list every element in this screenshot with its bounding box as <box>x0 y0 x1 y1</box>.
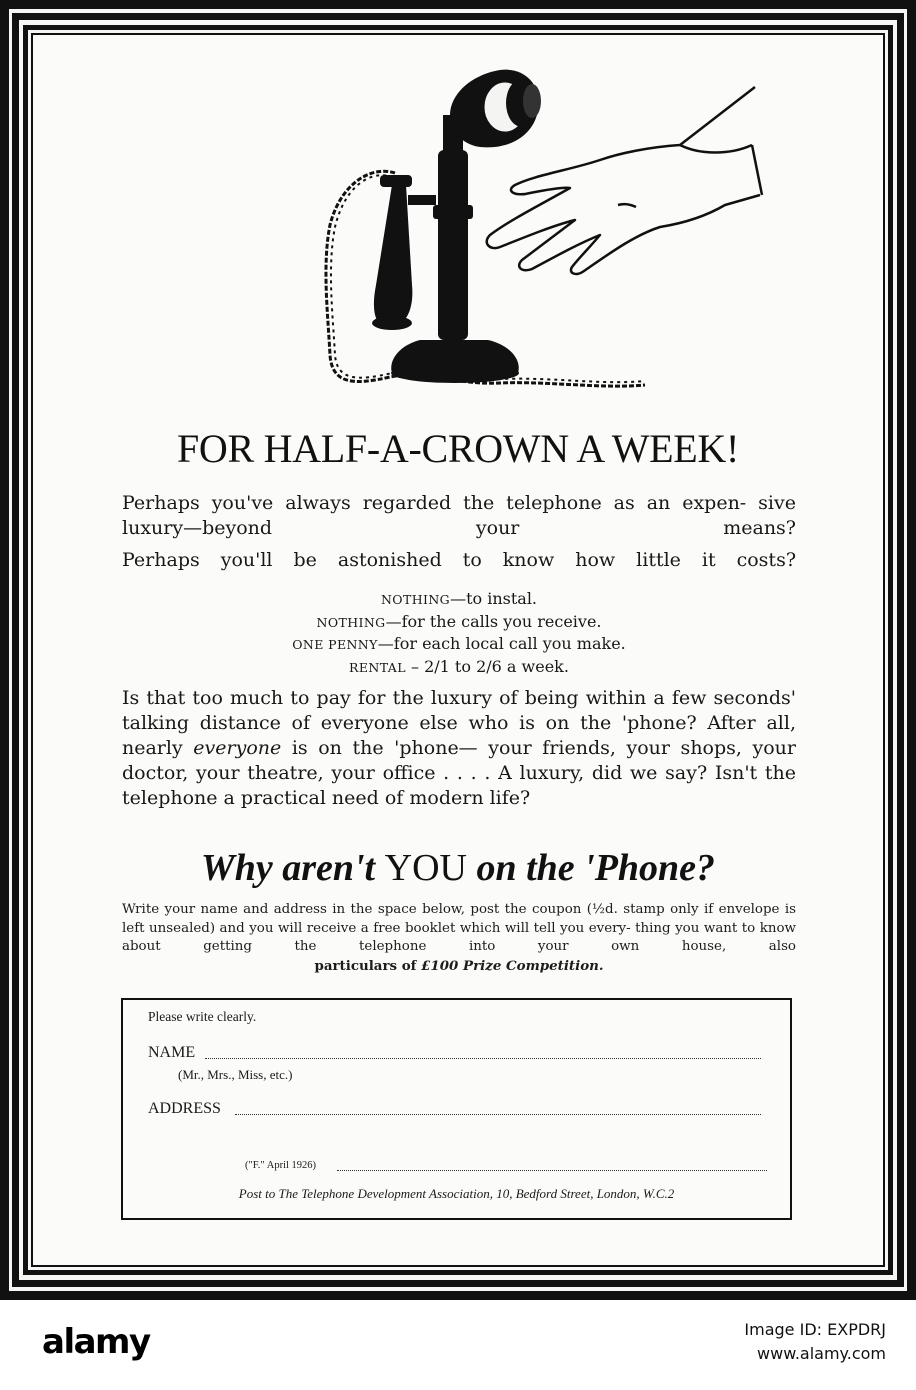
telephone-illustration <box>300 55 770 415</box>
address-label: ADDRESS <box>148 1100 221 1117</box>
call-to-action: Why aren't YOU on the 'Phone? <box>200 847 716 889</box>
cost-question: Perhaps you'll be astonished to know how little it costs? <box>122 549 796 571</box>
cost-line: ONE PENNY—for each local call you make. <box>292 634 626 653</box>
name-label: NAME <box>148 1044 196 1061</box>
cost-line: NOTHING—to instal. <box>380 589 538 608</box>
headline: FOR HALF-A-CROWN A WEEK! <box>176 426 740 471</box>
coupon-instructions: Write your name and address in the space below, post the coupon (½d. stamp only if envelope is left unsealed) and you will receive a free booklet which will tell you every- thing you want to know about getting the telephone into your own house, also <box>122 902 796 954</box>
stock-url: www.alamy.com <box>757 1344 886 1363</box>
coupon-form <box>121 998 792 1220</box>
stock-info <box>744 1318 886 1366</box>
stock-banner <box>0 1300 916 1390</box>
address-field-2[interactable] <box>337 1170 767 1171</box>
body-paragraph: Is that too much to pay for the luxury of being within a few seconds' talking distance of everyone else who is on the 'phone? After all, nearly everyone is on the 'phone— your friends, your shops, your doctor, your theatre, your office . . . . A luxury, did we say? Isn't the telephone a practical need of modern life? <box>122 687 797 809</box>
name-field[interactable] <box>205 1058 761 1059</box>
prize-note: particulars of £100 Prize Competition. <box>314 958 604 974</box>
name-hint: (Mr., Mrs., Miss, etc.) <box>178 1067 293 1082</box>
stock-logo: alamy <box>42 1322 150 1362</box>
postal-address: Post to The Telephone Development Association, 10, Bedford Street, London, W.C.2 <box>238 1186 675 1201</box>
cost-list <box>122 588 796 678</box>
cost-line: RENTAL – 2/1 to 2/6 a week. <box>349 656 569 676</box>
cost-line: NOTHING—for the calls you receive. <box>316 611 602 631</box>
intro-paragraph: Perhaps you've always regarded the telephone as an expen- sive luxury—beyond your means? <box>122 492 796 539</box>
coupon-instruction: Please write clearly. <box>148 1009 257 1024</box>
reference-code: ("F." April 1926) <box>245 1160 317 1171</box>
address-field[interactable] <box>235 1114 761 1115</box>
image-id: Image ID: EXPDRJ <box>744 1320 886 1339</box>
